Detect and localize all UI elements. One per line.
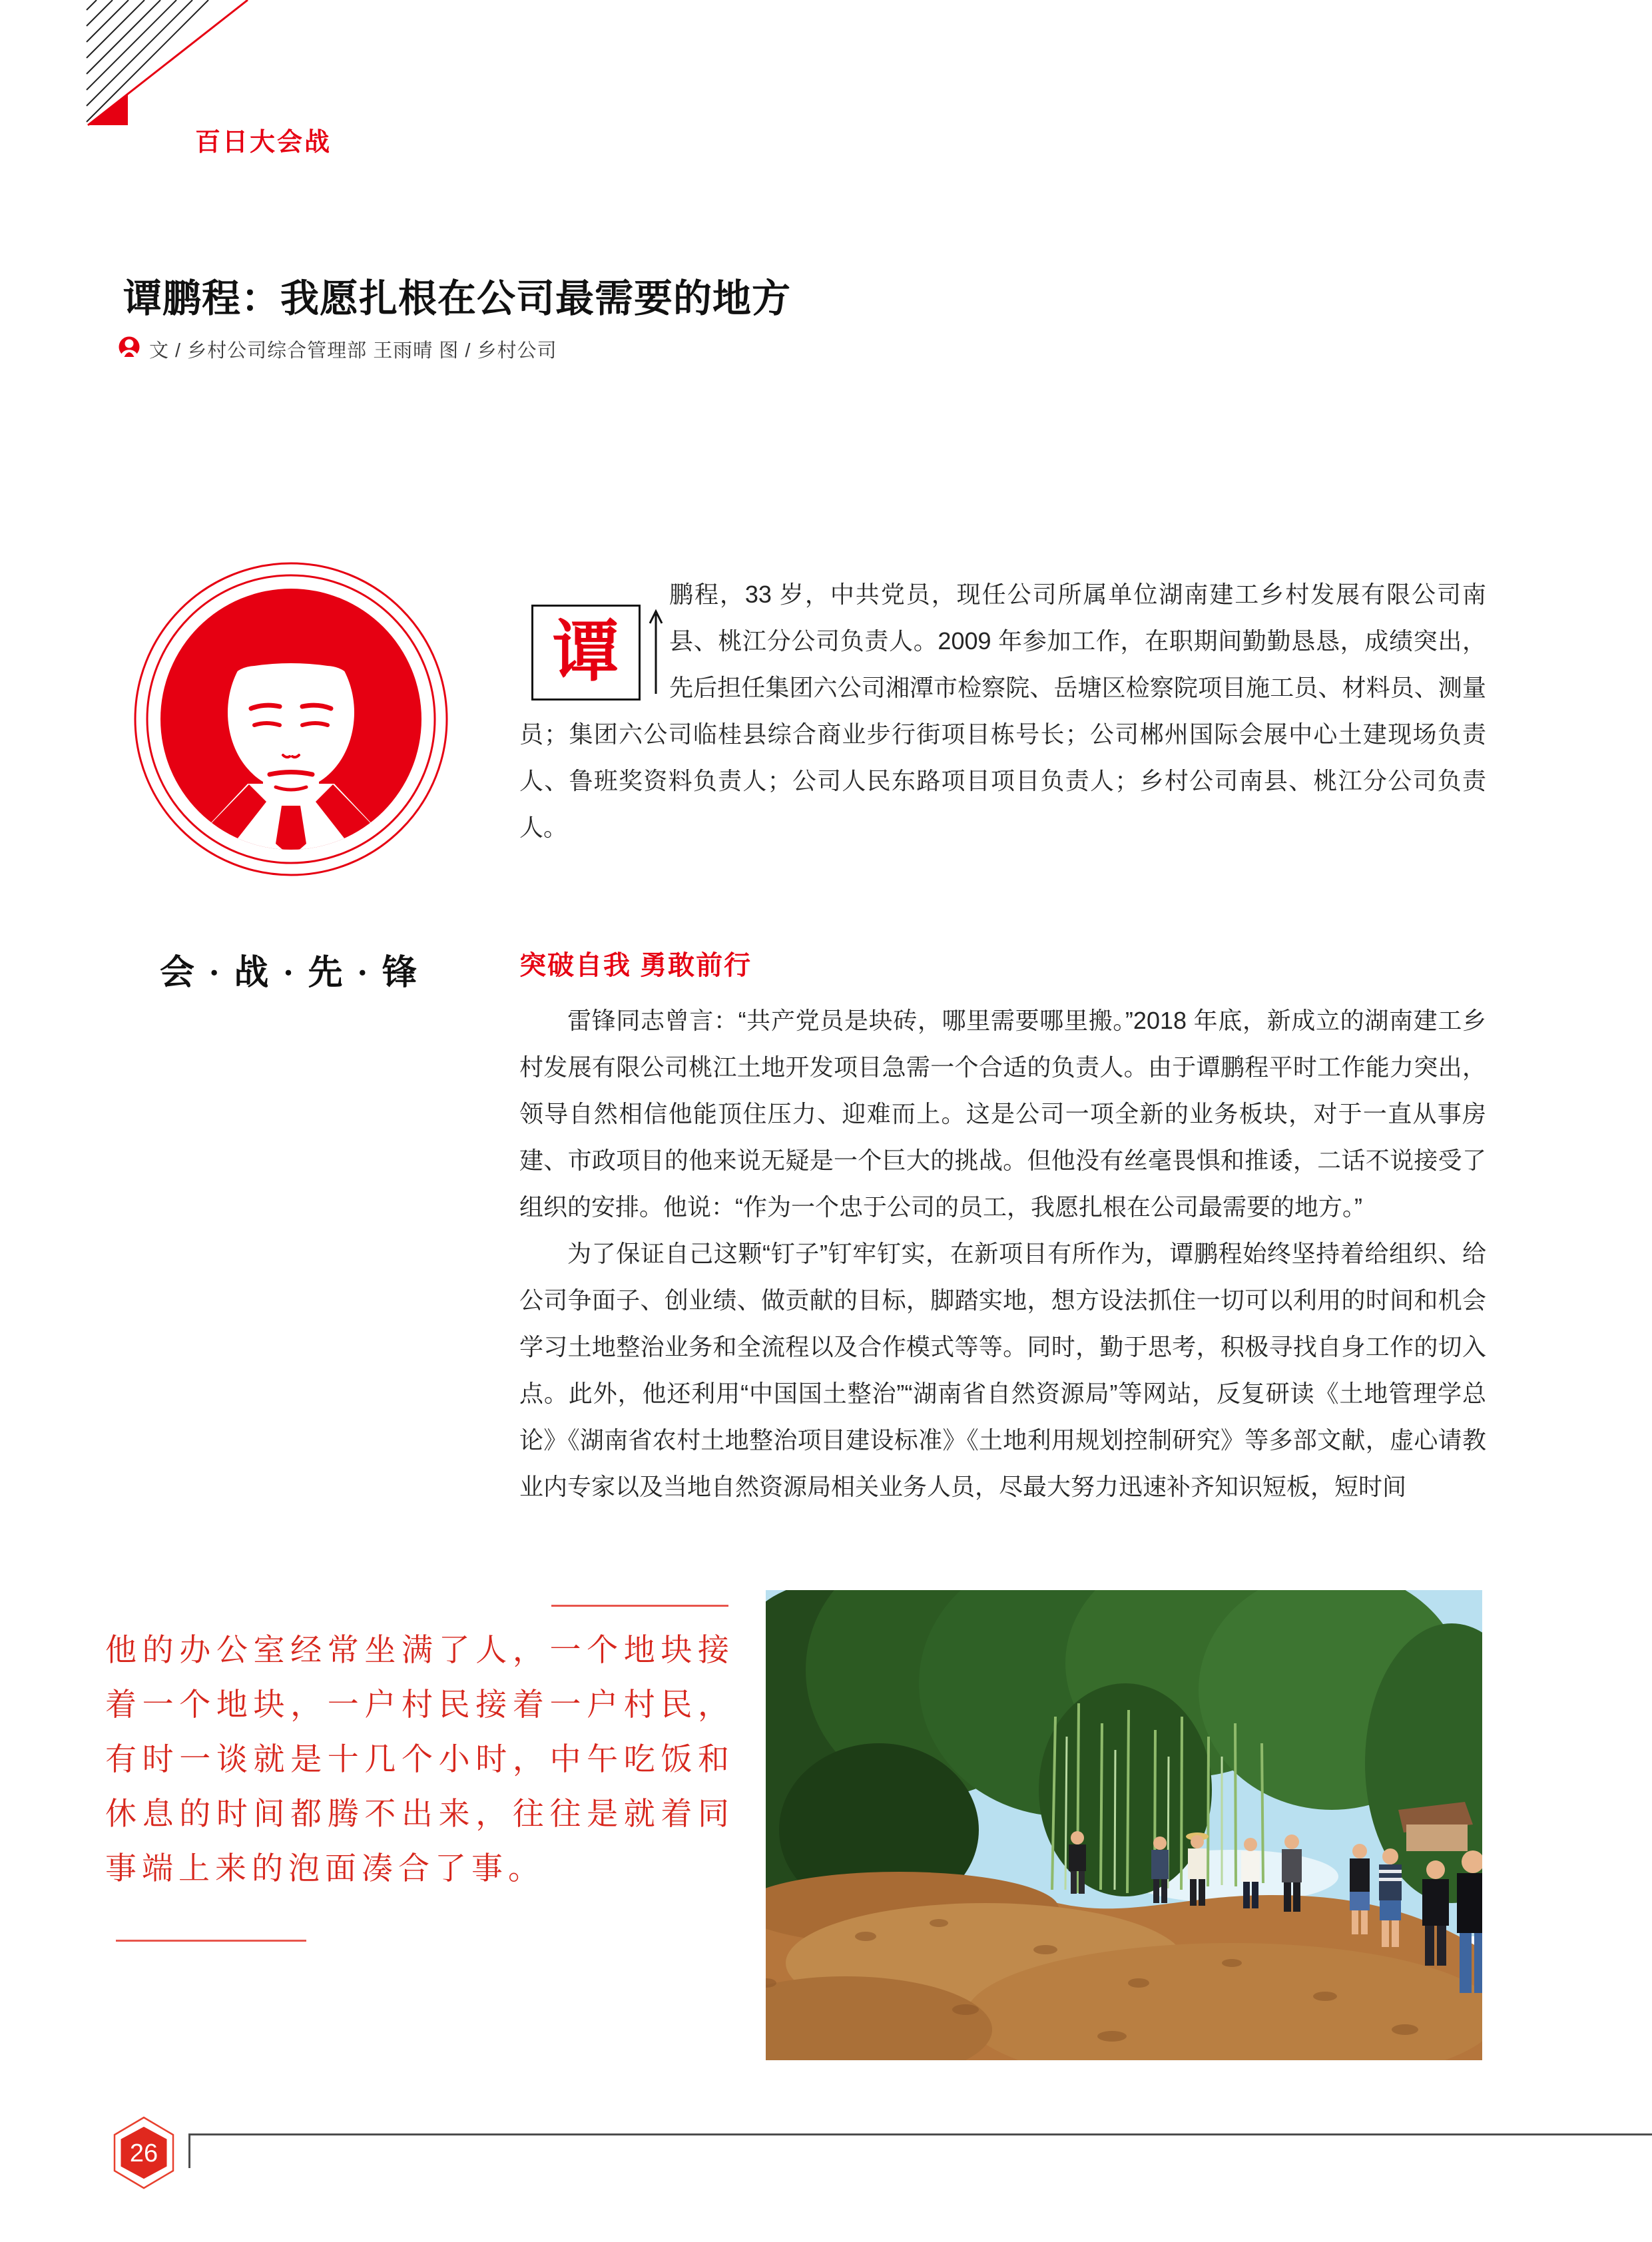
portrait-illustration	[128, 561, 454, 882]
dropcap-block	[519, 571, 669, 704]
footer-horizontal-rule	[188, 2133, 1652, 2135]
body-paragraph-2: 为了保证自己这颗“钉子”钉牢钉实，在新项目有所作为，谭鹏程始终坚持着给组织、给公司争面子、创业绩、做贡献的目标，脚踏实地，想方设法抓住一切可以利用的时间和机会学习土地整治业务和全流程以及合作模式等等。同时，勤于思考，积极寻找自身工作的切入点。此外，他还利用“中国国土整治”“湖南省自然资源局”等网站，反复研读《土地管理学总论》《湖南省农村土地整治项目建设标准》《土地利用规划控制研究》等多部文献，虚心请教业内专家以及当地自然资源局相关业务人员，尽最大努力迅速补齐知识短板，短时间	[519, 1240, 1486, 1500]
quote-top-rule	[551, 1605, 728, 1607]
page-number: 26	[129, 2139, 158, 2167]
page-number-badge	[112, 2116, 176, 2191]
up-arrow-icon	[647, 606, 665, 710]
section-heading: 突破自我 勇敢前行	[519, 951, 752, 980]
quote-bottom-rule	[116, 1940, 306, 1942]
dropcap-box	[531, 605, 641, 701]
footer-corner-tick	[188, 2133, 190, 2168]
author-icon	[119, 336, 140, 362]
section-tag: 百日大会战	[195, 129, 332, 156]
dropcap-character: 谭	[553, 615, 619, 689]
body-paragraph-1: 雷锋同志曾言：“共产党员是块砖，哪里需要哪里搬。”2018 年底，新成立的湖南建工乡村发展有限公司桃江土地开发项目急需一个合适的负责人。由于谭鹏程平时工作能力突出，领导自然相信他能顶住压力、迎难而上。这是公司一项全新的业务板块，对于一直从事房建、市政项目的他来说无疑是一个巨大的挑战。但他没有丝毫畏惧和推诿，二话不说接受了组织的安排。他说：“作为一个忠于公司的员工，我愿扎根在公司最需要的地方。”	[519, 1007, 1486, 1221]
portrait-caption: 会 · 战 · 先 · 锋	[159, 954, 420, 992]
article-body	[519, 571, 1486, 1510]
byline-text: 文 / 乡村公司综合管理部 王雨晴 图 / 乡村公司	[149, 340, 557, 362]
article-title: 谭鹏程：我愿扎根在公司最需要的地方	[123, 276, 792, 320]
corner-stripes-decoration	[57, 0, 323, 133]
site-photo	[766, 1590, 1482, 2060]
byline	[119, 336, 557, 363]
bio-paragraph: 鹏程，33 岁，中共党员，现任公司所属单位湖南建工乡村发展有限公司南县、桃江分公司负责人。2009 年参加工作，在职期间勤勤恳恳，成绩突出，先后担任集团六公司湘潭市检察院、岳塘区检察院项目施工员、材料员、测量员；集团六公司临桂县综合商业步行街项目栋号长；公司郴州国际会展中心土建现场负责人、鲁班奖资料负责人；公司人民东路项目项目负责人；乡村公司南县、桃江分公司负责人。	[519, 581, 1486, 841]
pull-quote: 他的办公室经常坐满了人，一个地块接着一个地块，一户村民接着一户村民，有时一谈就是十几个小时，中午吃饭和休息的时间都腾不出来，往往是就着同事端上来的泡面凑合了事。	[105, 1633, 734, 1886]
